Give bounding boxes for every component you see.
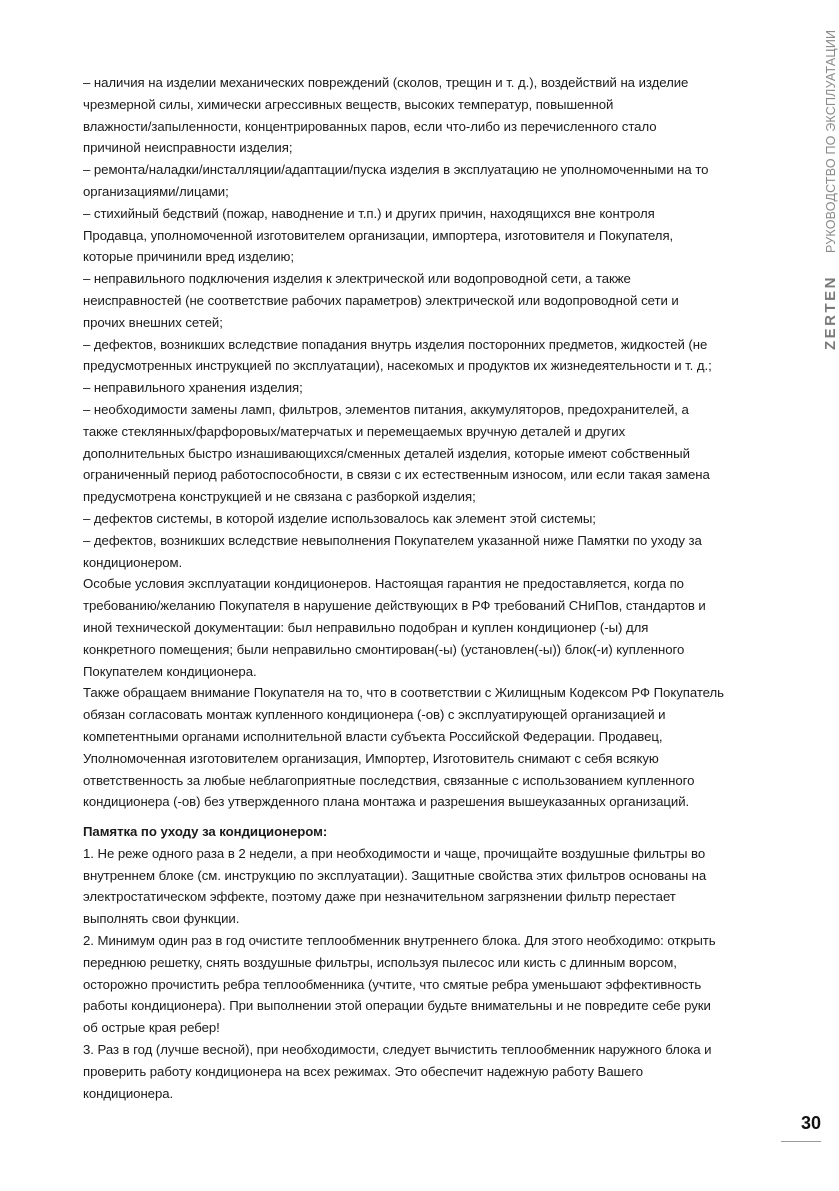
memo-heading: Памятка по уходу за кондиционером: [83,824,328,840]
text-line: Особые условия эксплуатации кондиционеров. Настоящая гарантия не предоставляется, когда по [83,576,684,592]
memo-line: осторожно прочистить ребра теплообменника (учтите, что смятые ребра уменьшают эффективность [83,976,702,992]
text-line: ответственность за любые неблагоприятные последствия, связанные с использованием купленного [83,772,695,788]
text-line: чрезмерной силы, химически агрессивных веществ, высоких температур, повышенной [83,96,614,112]
text-line: предусмотрена конструкцией и не связана с разборкой изделия; [83,489,476,505]
memo-line: работы кондиционера). При выполнении этой операции будьте внимательны и не повредите себе руки [83,998,711,1014]
text-line: – необходимости замены ламп, фильтров, элементов питания, аккумуляторов, предохранителей, а [83,401,689,417]
text-line: кондиционером. [83,554,183,570]
text-line: дополнительных быстро изнашивающихся/сменных деталей изделия, которые имеют собственный [83,445,690,461]
text-line: Уполномоченная изготовителем организация, Импортер, Изготовитель снимают с себя всякую [83,750,659,766]
sidebar [806,20,839,350]
text-line: влажности/запыленности, концентрированных паров, если что-либо из перечисленного стало [83,118,657,134]
text-line: компетентными органами исполнительной власти субъекта Российской Федерации. Продавец, [83,728,663,744]
text-line: – стихийный бедствий (пожар, наводнение и т.п.) и других причин, находящихся вне контроля [83,205,655,221]
text-line: причиной неисправности изделия; [83,140,293,156]
text-line: Продавца, уполномоченной изготовителем организации, импортера, изготовителя и Покупателя, [83,227,674,243]
memo-line: 2. Минимум один раз в год очистите теплообменник внутреннего блока. Для этого необходимо: открыть [83,933,716,949]
memo-line: кондиционера. [83,1085,174,1101]
text-line: – неправильного подключения изделия к электрической или водопроводной сети, а также [83,271,631,287]
text-line: неисправностей (не соответствие рабочих параметров) электрической или водопроводной сети и [83,292,679,308]
page-number-divider [781,1141,821,1142]
text-line: – дефектов, возникших вследствие невыполнения Покупателем указанной ниже Памятки по уходу за [83,532,702,548]
sidebar-text [822,30,839,350]
memo-line: 3. Раз в год (лучше весной), при необходимости, следует вычистить теплообменник наружного блока и [83,1042,712,1058]
text-line: – ремонта/наладки/инсталляции/адаптации/пуска изделия в эксплуатацию не уполномоченными на то [83,162,709,178]
brand-label: ZERTEN [822,275,839,350]
memo-line: об острые края ребер! [83,1020,220,1036]
text-line: которые причинили вред изделию; [83,249,294,265]
text-line: требованию/желанию Покупателя в нарушение действующих в РФ требований СНиПов, стандартов и [83,598,706,614]
text-line: иной технической документации: был неправильно подобран и куплен кондиционер (-ы) для [83,619,649,635]
text-line: – наличия на изделии механических повреждений (сколов, трещин и т. д.), воздействий на изделие [83,75,689,90]
text-line: – дефектов системы, в которой изделие использовалось как элемент этой системы; [83,510,596,526]
page-content [83,72,755,1104]
text-line: предусмотренных инструкцией по эксплуатации), насекомых и продуктов их жизнедеятельности и т. д.; [83,358,712,374]
care-memo [83,821,755,1104]
memo-line: проверить работу кондиционера на всех режимах. Это обеспечит надежную работу Вашего [83,1063,644,1079]
text-line: обязан согласовать монтаж купленного кондиционера (-ов) с эксплуатирующей организацией и [83,707,666,723]
text-line: – неправильного хранения изделия; [83,380,303,396]
text-line: также стеклянных/фарфоровых/матерчатых и перемещаемых вручную деталей и других [83,423,626,439]
memo-line: электростатическом эффекте, поэтому даже при незначительном загрязнении фильтр перестает [83,889,676,905]
text-line: – дефектов, возникших вследствие попадания внутрь изделия посторонних предметов, жидкостей (не [83,336,708,352]
memo-line: внутреннем блоке (см. инструкцию по эксплуатации). Защитные свойства этих фильтров основаны на [83,867,707,883]
page-number: 30 [800,1113,821,1133]
text-line: Покупателем кондиционера. [83,663,257,679]
document-title: РУКОВОДСТВО ПО ЭКСПЛУАТАЦИИ [824,29,838,253]
text-line: организациями/лицами; [83,183,229,199]
warranty-exclusions-text [83,72,755,813]
text-line: кондиционера (-ов) без утвержденного плана монтажа и разрешения вышеуказанных организаций. [83,794,690,810]
memo-line: переднюю решетку, снять воздушные фильтры, используя пылесос или кисть с длинным ворсом, [83,954,677,970]
text-line: конкретного помещения; были неправильно смонтирован(-ы) (установлен(-ы)) блок(-и) купленного [83,641,685,657]
text-line: Также обращаем внимание Покупателя на то, что в соответствии с Жилищным Кодексом РФ Покупатель [83,685,724,701]
memo-line: 1. Не реже одного раза в 2 недели, а при необходимости и чаще, прочищайте воздушные фильтры во [83,845,706,861]
memo-line: выполнять свои функции. [83,911,240,927]
text-line: ограниченный период работоспособности, в связи с их естественным износом, или если такая замена [83,467,710,483]
text-line: прочих внешних сетей; [83,314,223,330]
